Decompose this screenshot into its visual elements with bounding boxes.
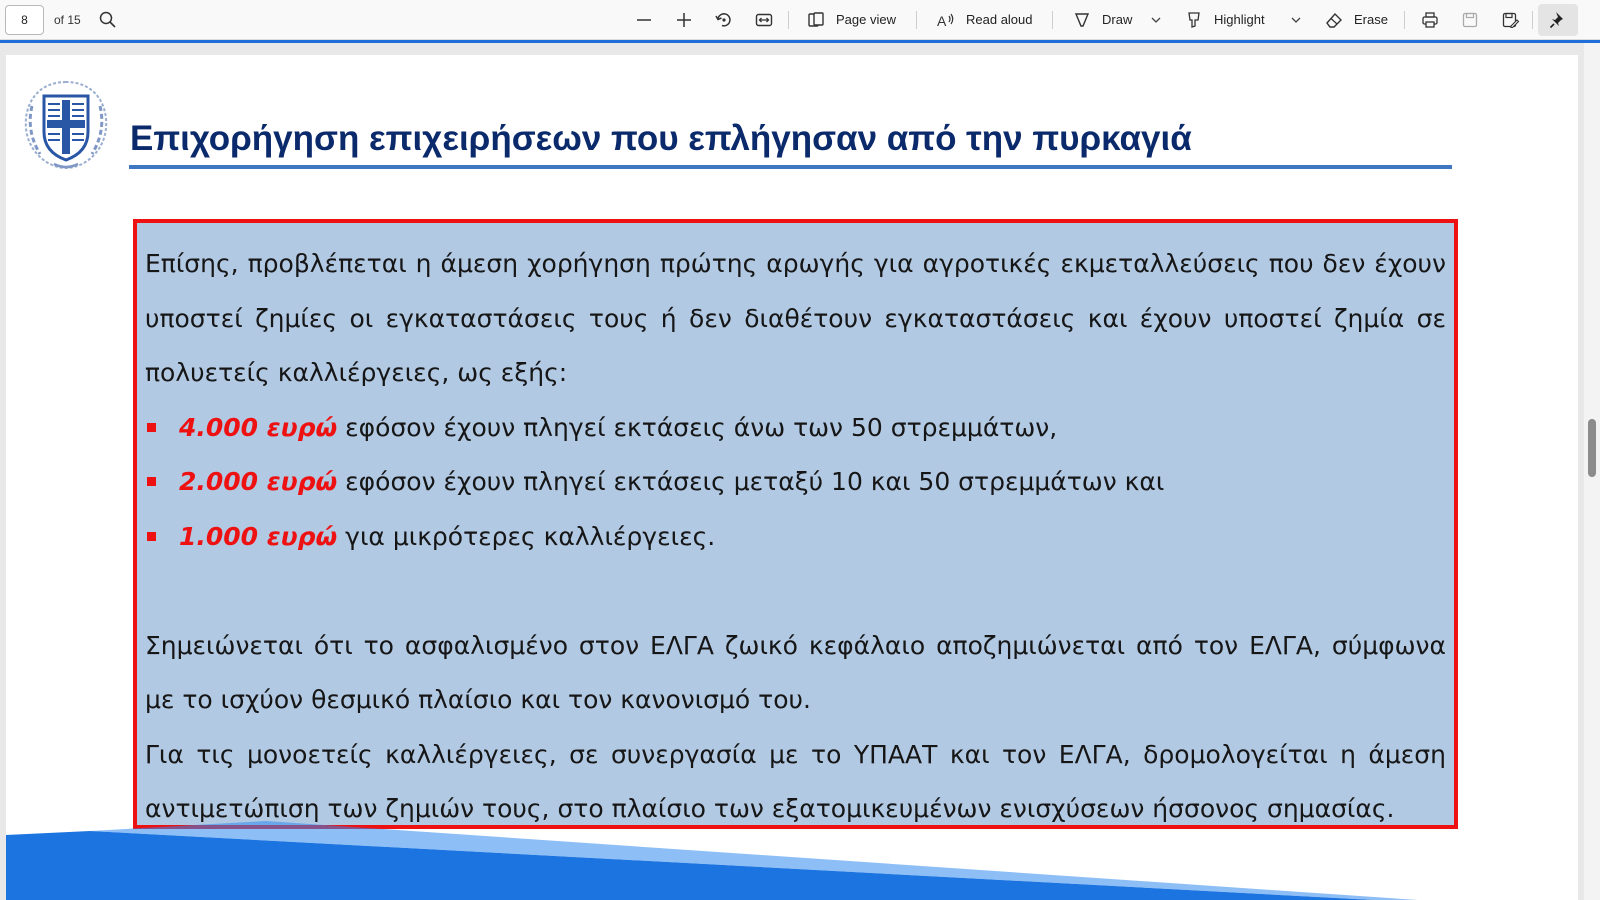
amount-list: [145, 401, 1446, 565]
chevron-down-icon[interactable]: [1146, 10, 1166, 30]
note-paragraph-annual-crops: Για τις μονοετείς καλλιέργειες, σε συνεργασία με το ΥΠΑΑΤ και τον ΕΛΓΑ, δρομολογείται η άμεση αντιμετώπιση των ζημιών τους, στο πλαίσιο των εξατομικευμένων ενισχύσεων ήσσονος σημασίας.: [145, 739, 1446, 823]
save-icon[interactable]: [1460, 10, 1480, 30]
pin-icon: [1548, 10, 1568, 30]
fit-width-icon[interactable]: [754, 10, 774, 30]
pdf-toolbar: [0, 0, 1600, 40]
greek-coat-of-arms-icon: [16, 76, 116, 174]
page-view-icon[interactable]: [806, 10, 826, 30]
list-item: [145, 401, 1446, 456]
list-item-text: εφόσον έχουν πληγεί εκτάσεις μεταξύ 10 και 50 στρεμμάτων και: [337, 467, 1165, 496]
blank-line: [145, 564, 1446, 619]
page-view-button[interactable]: Page view: [836, 12, 896, 27]
intro-paragraph: Επίσης, προβλέπεται η άμεση χορήγηση πρώτης αρωγής για αγροτικές εκμεταλλεύσεις που δεν έχουν υποστεί ζημίες οι εγκαταστάσεις τους ή δεν διαθέτουν εγκαταστάσεις και έχουν υποστεί ζημία σε πολυετείς καλλιέργειες, ως εξής:: [145, 249, 1446, 387]
decorative-blue-band: [6, 791, 1578, 900]
eraser-icon[interactable]: [1324, 10, 1344, 30]
amount-value: 2.000 ευρώ: [179, 467, 338, 496]
read-aloud-button[interactable]: Read aloud: [966, 12, 1033, 27]
pin-toolbar-button[interactable]: [1538, 4, 1578, 36]
print-icon[interactable]: [1420, 10, 1440, 30]
bullet-square-icon: [147, 477, 156, 486]
document-viewer: [0, 43, 1600, 900]
read-aloud-icon[interactable]: [936, 10, 956, 30]
save-as-icon[interactable]: [1500, 10, 1520, 30]
scrollbar-thumb[interactable]: [1588, 419, 1596, 477]
list-item-text: εφόσον έχουν πληγεί εκτάσεις άνω των 50 στρεμμάτων,: [337, 412, 1058, 442]
zoom-out-icon[interactable]: [634, 10, 654, 30]
slide-title: Επιχορήγηση επιχειρήσεων που επλήγησαν από την πυρκαγιά: [130, 119, 1192, 158]
list-item: [145, 510, 1446, 565]
pdf-page: [6, 55, 1578, 900]
page-number-input[interactable]: [5, 5, 44, 35]
bullet-square-icon: [147, 423, 156, 432]
highlight-button[interactable]: Highlight: [1214, 12, 1265, 27]
highlight-icon[interactable]: [1184, 10, 1204, 30]
vertical-scrollbar[interactable]: [1584, 43, 1600, 900]
draw-icon[interactable]: [1072, 10, 1092, 30]
zoom-in-icon[interactable]: [674, 10, 694, 30]
content-box: [133, 219, 1458, 829]
list-item-text: για μικρότερες καλλιέργειες.: [337, 521, 716, 551]
bullet-square-icon: [147, 532, 156, 541]
chevron-down-icon[interactable]: [1286, 10, 1306, 30]
svg-text:A: A: [937, 13, 947, 29]
note-paragraph-elga: Σημειώνεται ότι το ασφαλισμένο στον ΕΛΓΑ ζωικό κεφάλαιο αποζημιώνεται από τον ΕΛΓΑ, σύμφωνα με το ισχύον θεσμικό πλαίσιο και τον κανονισμό του.: [145, 630, 1446, 714]
amount-value: 4.000 ευρώ: [179, 412, 338, 442]
search-icon[interactable]: [98, 10, 118, 30]
title-underline: [129, 165, 1452, 169]
page-total-label: of 15: [54, 13, 81, 27]
draw-button[interactable]: Draw: [1102, 12, 1133, 27]
amount-value: 1.000 ευρώ: [179, 521, 338, 551]
list-item: [145, 455, 1446, 510]
erase-button[interactable]: Erase: [1354, 12, 1388, 27]
rotate-icon[interactable]: [714, 10, 734, 30]
